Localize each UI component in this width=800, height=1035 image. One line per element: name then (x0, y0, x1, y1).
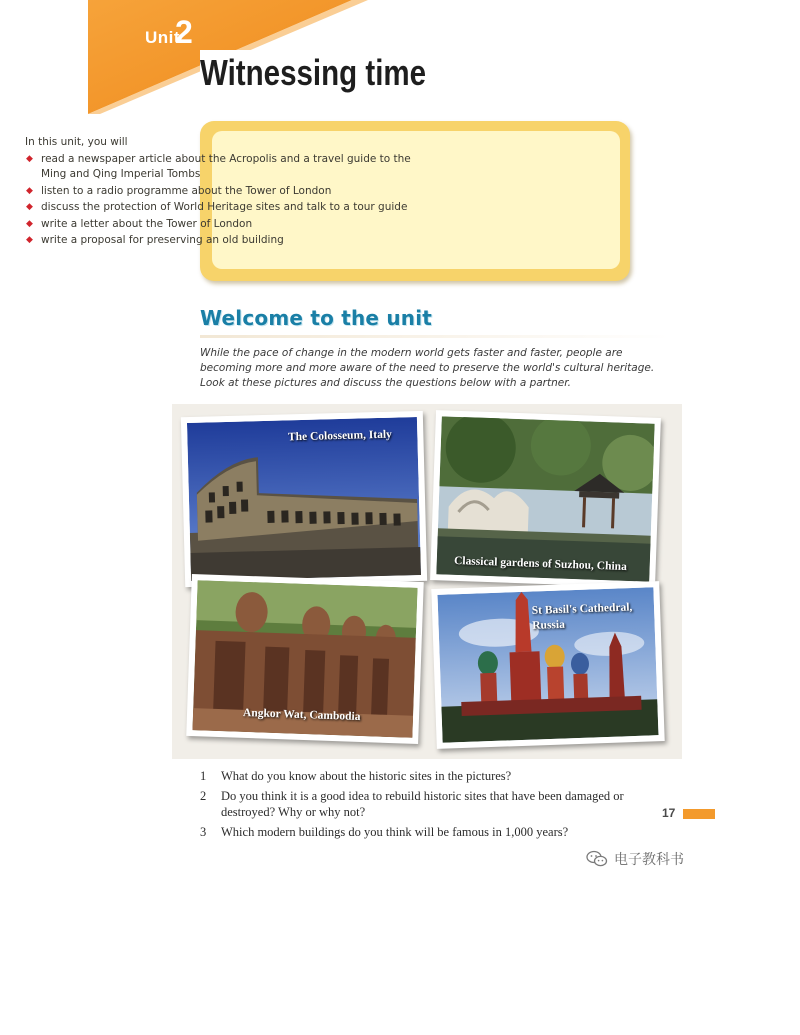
question-item (200, 788, 640, 820)
watermark (586, 848, 684, 870)
objective-item (25, 152, 415, 183)
page-title: Witnessing time (200, 52, 427, 93)
objective-text: listen to a radio programme about the Tower of London (41, 184, 332, 197)
question-number: 1 (200, 769, 207, 783)
question-text: What do you know about the historic sites in the pictures? (221, 769, 512, 783)
objective-text: read a newspaper article about the Acropolis and a travel guide to the Ming and Qing Imperial Tombs (41, 152, 411, 180)
question-text: Do you think it is a good idea to rebuild historic sites that have been damaged or destroyed? Why or why not? (221, 789, 624, 819)
diamond-bullet-icon: ◆ (26, 218, 33, 229)
objective-text: discuss the protection of World Heritage sites and talk to a tour guide (41, 201, 408, 213)
section-heading: Welcome to the unit (200, 306, 433, 330)
objectives-list (25, 152, 415, 249)
unit-label: Unit (145, 28, 181, 47)
photo-caption: The Colosseum, Italy (287, 428, 392, 444)
wechat-icon (586, 850, 608, 868)
watermark-text: 电子教科书 (614, 852, 684, 868)
diamond-bullet-icon: ◆ (26, 235, 33, 245)
question-number: 3 (200, 825, 207, 839)
question-text: Which modern buildings do you think will be famous in 1,000 years? (221, 825, 569, 839)
page-number: 17 (662, 806, 676, 820)
page-number-bar (683, 809, 715, 819)
question-number: 2 (200, 789, 207, 803)
question-item (200, 768, 640, 784)
photo-caption-text: St Basil's Cathedral, Russia (531, 601, 633, 632)
photo-caption (532, 600, 643, 634)
diamond-bullet-icon: ◆ (26, 202, 33, 212)
objectives-intro: In this unit, you will (25, 136, 128, 148)
objective-item (25, 217, 415, 233)
diamond-bullet-icon: ◆ (26, 153, 33, 164)
objective-item (25, 233, 415, 249)
photo-caption: Angkor Wat, Cambodia (242, 706, 361, 724)
question-item (200, 824, 640, 840)
discussion-questions (200, 768, 640, 844)
objective-item (25, 184, 415, 200)
heading-underline (200, 335, 670, 338)
objectives-text (25, 135, 415, 250)
objective-text: write a letter about the Tower of London (41, 217, 253, 230)
unit-number: 2 (175, 14, 193, 50)
objective-item (25, 200, 415, 216)
intro-paragraph: While the pace of change in the modern world gets faster and faster, people are becoming more and more aware of the need to preserve the world's cultural heritage. Look at these pictures and discuss the questions below with a partner. (200, 347, 655, 389)
objective-text: write a proposal for preserving an old building (41, 234, 284, 246)
diamond-bullet-icon: ◆ (26, 185, 33, 196)
photo-caption: Classical gardens of Suzhou, China (453, 554, 628, 574)
